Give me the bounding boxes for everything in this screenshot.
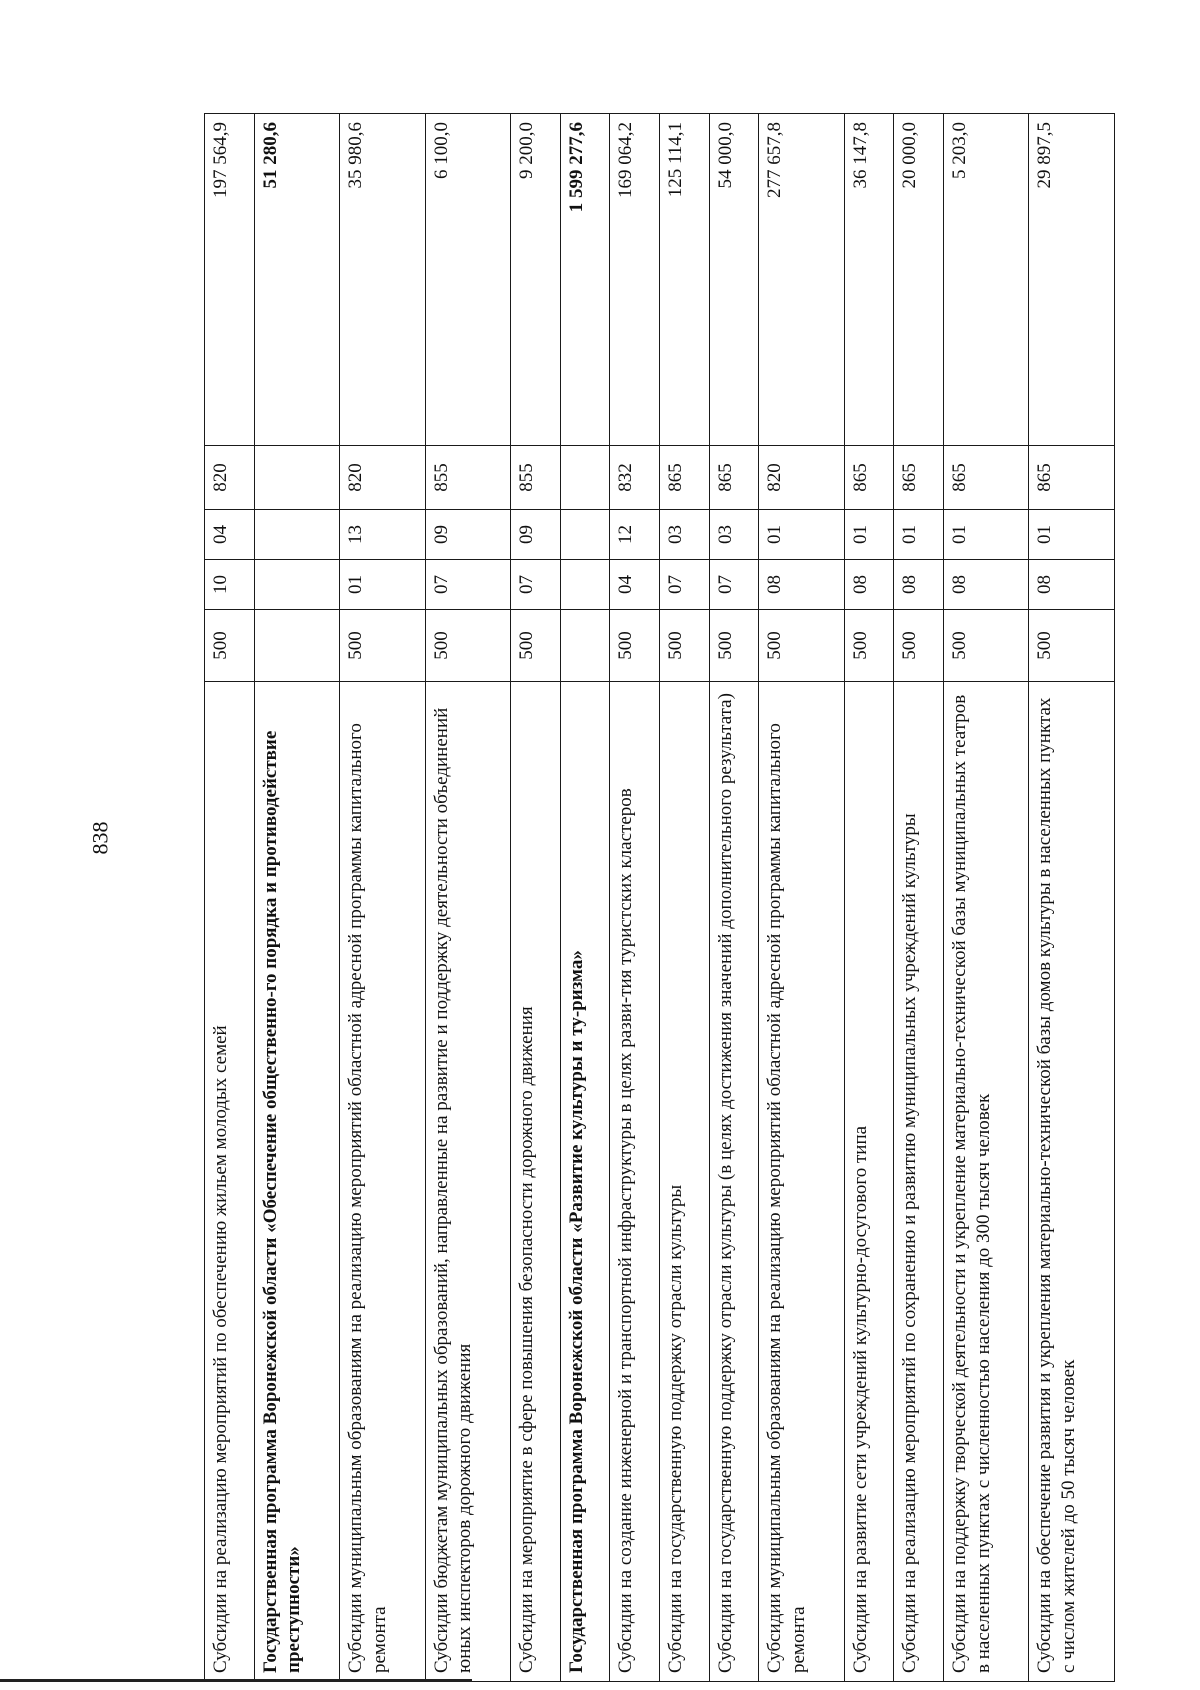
table-row	[659, 114, 709, 1682]
section-code-cell: 07	[659, 560, 709, 610]
subsection-code-cell: 09	[425, 510, 511, 560]
subsection-code-cell: 01	[759, 510, 845, 560]
amount-cell: 29 897,5	[1029, 114, 1115, 446]
subsection-code-cell: 01	[943, 510, 1029, 560]
subsection-code-cell: 12	[610, 510, 660, 560]
section-code-cell: 08	[1029, 560, 1115, 610]
table-row	[1029, 114, 1115, 1682]
subsection-code-cell: 01	[1029, 510, 1115, 560]
table-row	[759, 114, 845, 1682]
section-code-cell	[560, 560, 610, 610]
subsection-code-cell: 03	[709, 510, 759, 560]
item-name-cell: Субсидии на реализацию мероприятий по обеспечению жильем молодых семей	[205, 682, 255, 1682]
subsection-code-cell: 04	[205, 510, 255, 560]
item-name-cell: Государственная программа Воронежской области «Развитие культуры и ту-ризма»	[560, 682, 610, 1682]
amount-cell: 1 599 277,6	[560, 114, 610, 446]
section-code-cell: 01	[340, 560, 426, 610]
admin-code-cell	[560, 610, 610, 682]
expense-type-cell: 820	[759, 446, 845, 510]
section-code-cell: 08	[894, 560, 944, 610]
section-code-cell	[254, 560, 340, 610]
admin-code-cell: 500	[511, 610, 561, 682]
expense-type-cell: 820	[205, 446, 255, 510]
section-code-cell: 04	[610, 560, 660, 610]
expense-type-cell: 865	[1029, 446, 1115, 510]
bottom-rule-line	[0, 1679, 472, 1682]
section-code-cell: 07	[425, 560, 511, 610]
subsection-code-cell: 03	[659, 510, 709, 560]
section-code-cell: 07	[709, 560, 759, 610]
section-code-cell: 08	[943, 560, 1029, 610]
expense-type-cell: 855	[511, 446, 561, 510]
admin-code-cell: 500	[709, 610, 759, 682]
amount-cell: 197 564,9	[205, 114, 255, 446]
item-name-cell: Субсидии на государственную поддержку отрасли культуры (в целях достижения значений дополнительного результата)	[709, 682, 759, 1682]
admin-code-cell: 500	[659, 610, 709, 682]
table-row	[844, 114, 894, 1682]
admin-code-cell: 500	[894, 610, 944, 682]
subsection-code-cell: 01	[844, 510, 894, 560]
section-code-cell: 08	[759, 560, 845, 610]
item-name-cell: Субсидии на поддержку творческой деятельности и укрепление материально-технической базы муниципальных театров в населенных пунктах с численностью населения до 300 тысяч человек	[943, 682, 1029, 1682]
amount-cell: 20 000,0	[894, 114, 944, 446]
amount-cell: 6 100,0	[425, 114, 511, 446]
expense-type-cell: 865	[659, 446, 709, 510]
item-name-cell: Субсидии на государственную поддержку отрасли культуры	[659, 682, 709, 1682]
admin-code-cell: 500	[425, 610, 511, 682]
item-name-cell: Субсидии на реализацию мероприятий по сохранению и развитию муниципальных учреждений культуры	[894, 682, 944, 1682]
item-name-cell: Субсидии на мероприятие в сфере повышения безопасности дорожного движения	[511, 682, 561, 1682]
admin-code-cell: 500	[759, 610, 845, 682]
admin-code-cell: 500	[340, 610, 426, 682]
table-row	[894, 114, 944, 1682]
table-row	[511, 114, 561, 1682]
expense-type-cell: 832	[610, 446, 660, 510]
expense-type-cell: 865	[943, 446, 1029, 510]
table-row	[425, 114, 511, 1682]
subsection-code-cell: 09	[511, 510, 561, 560]
section-code-cell: 10	[205, 560, 255, 610]
table-row	[205, 114, 255, 1682]
admin-code-cell: 500	[205, 610, 255, 682]
item-name-cell: Субсидии на создание инженерной и транспортной инфраструктуры в целях разви-тия туристских кластеров	[610, 682, 660, 1682]
amount-cell: 277 657,8	[759, 114, 845, 446]
item-name-cell: Субсидии на обеспечение развития и укрепления материально-технической базы домов культуры в населенных пунктах с числом жителей до 50 тысяч человек	[1029, 682, 1115, 1682]
amount-cell: 125 114,1	[659, 114, 709, 446]
amount-cell: 5 203,0	[943, 114, 1029, 446]
section-code-cell: 07	[511, 560, 561, 610]
table-row	[943, 114, 1029, 1682]
subsection-code-cell	[560, 510, 610, 560]
amount-cell: 35 980,6	[340, 114, 426, 446]
table-row	[610, 114, 660, 1682]
table-row-program	[254, 114, 340, 1682]
item-name-cell: Субсидии на развитие сети учреждений культурно-досугового типа	[844, 682, 894, 1682]
expense-type-cell: 820	[340, 446, 426, 510]
budget-table-body	[205, 114, 1115, 1682]
item-name-cell: Субсидии бюджетам муниципальных образований, направленные на развитие и поддержку деятельности объединений юных инспекторов дорожного движения	[425, 682, 511, 1682]
item-name-cell: Государственная программа Воронежской области «Обеспечение общественно-го порядка и противодействие преступности»	[254, 682, 340, 1682]
expense-type-cell	[254, 446, 340, 510]
table-row	[340, 114, 426, 1682]
subsection-code-cell: 01	[894, 510, 944, 560]
amount-cell: 9 200,0	[511, 114, 561, 446]
section-code-cell: 08	[844, 560, 894, 610]
admin-code-cell: 500	[844, 610, 894, 682]
admin-code-cell: 500	[1029, 610, 1115, 682]
expense-type-cell	[560, 446, 610, 510]
budget-table	[204, 113, 1115, 1682]
subsection-code-cell	[254, 510, 340, 560]
expense-type-cell: 865	[709, 446, 759, 510]
admin-code-cell: 500	[943, 610, 1029, 682]
page-number: 838	[87, 821, 113, 855]
admin-code-cell: 500	[610, 610, 660, 682]
expense-type-cell: 865	[894, 446, 944, 510]
amount-cell: 51 280,6	[254, 114, 340, 446]
rotated-page-content	[204, 114, 1115, 1682]
admin-code-cell	[254, 610, 340, 682]
item-name-cell: Субсидии муниципальным образованиям на реализацию мероприятий областной адресной программы капитального ремонта	[340, 682, 426, 1682]
table-row	[709, 114, 759, 1682]
expense-type-cell: 865	[844, 446, 894, 510]
amount-cell: 54 000,0	[709, 114, 759, 446]
subsection-code-cell: 13	[340, 510, 426, 560]
amount-cell: 36 147,8	[844, 114, 894, 446]
expense-type-cell: 855	[425, 446, 511, 510]
item-name-cell: Субсидии муниципальным образованиям на реализацию мероприятий областной адресной программы капитального ремонта	[759, 682, 845, 1682]
amount-cell: 169 064,2	[610, 114, 660, 446]
table-row-program	[560, 114, 610, 1682]
